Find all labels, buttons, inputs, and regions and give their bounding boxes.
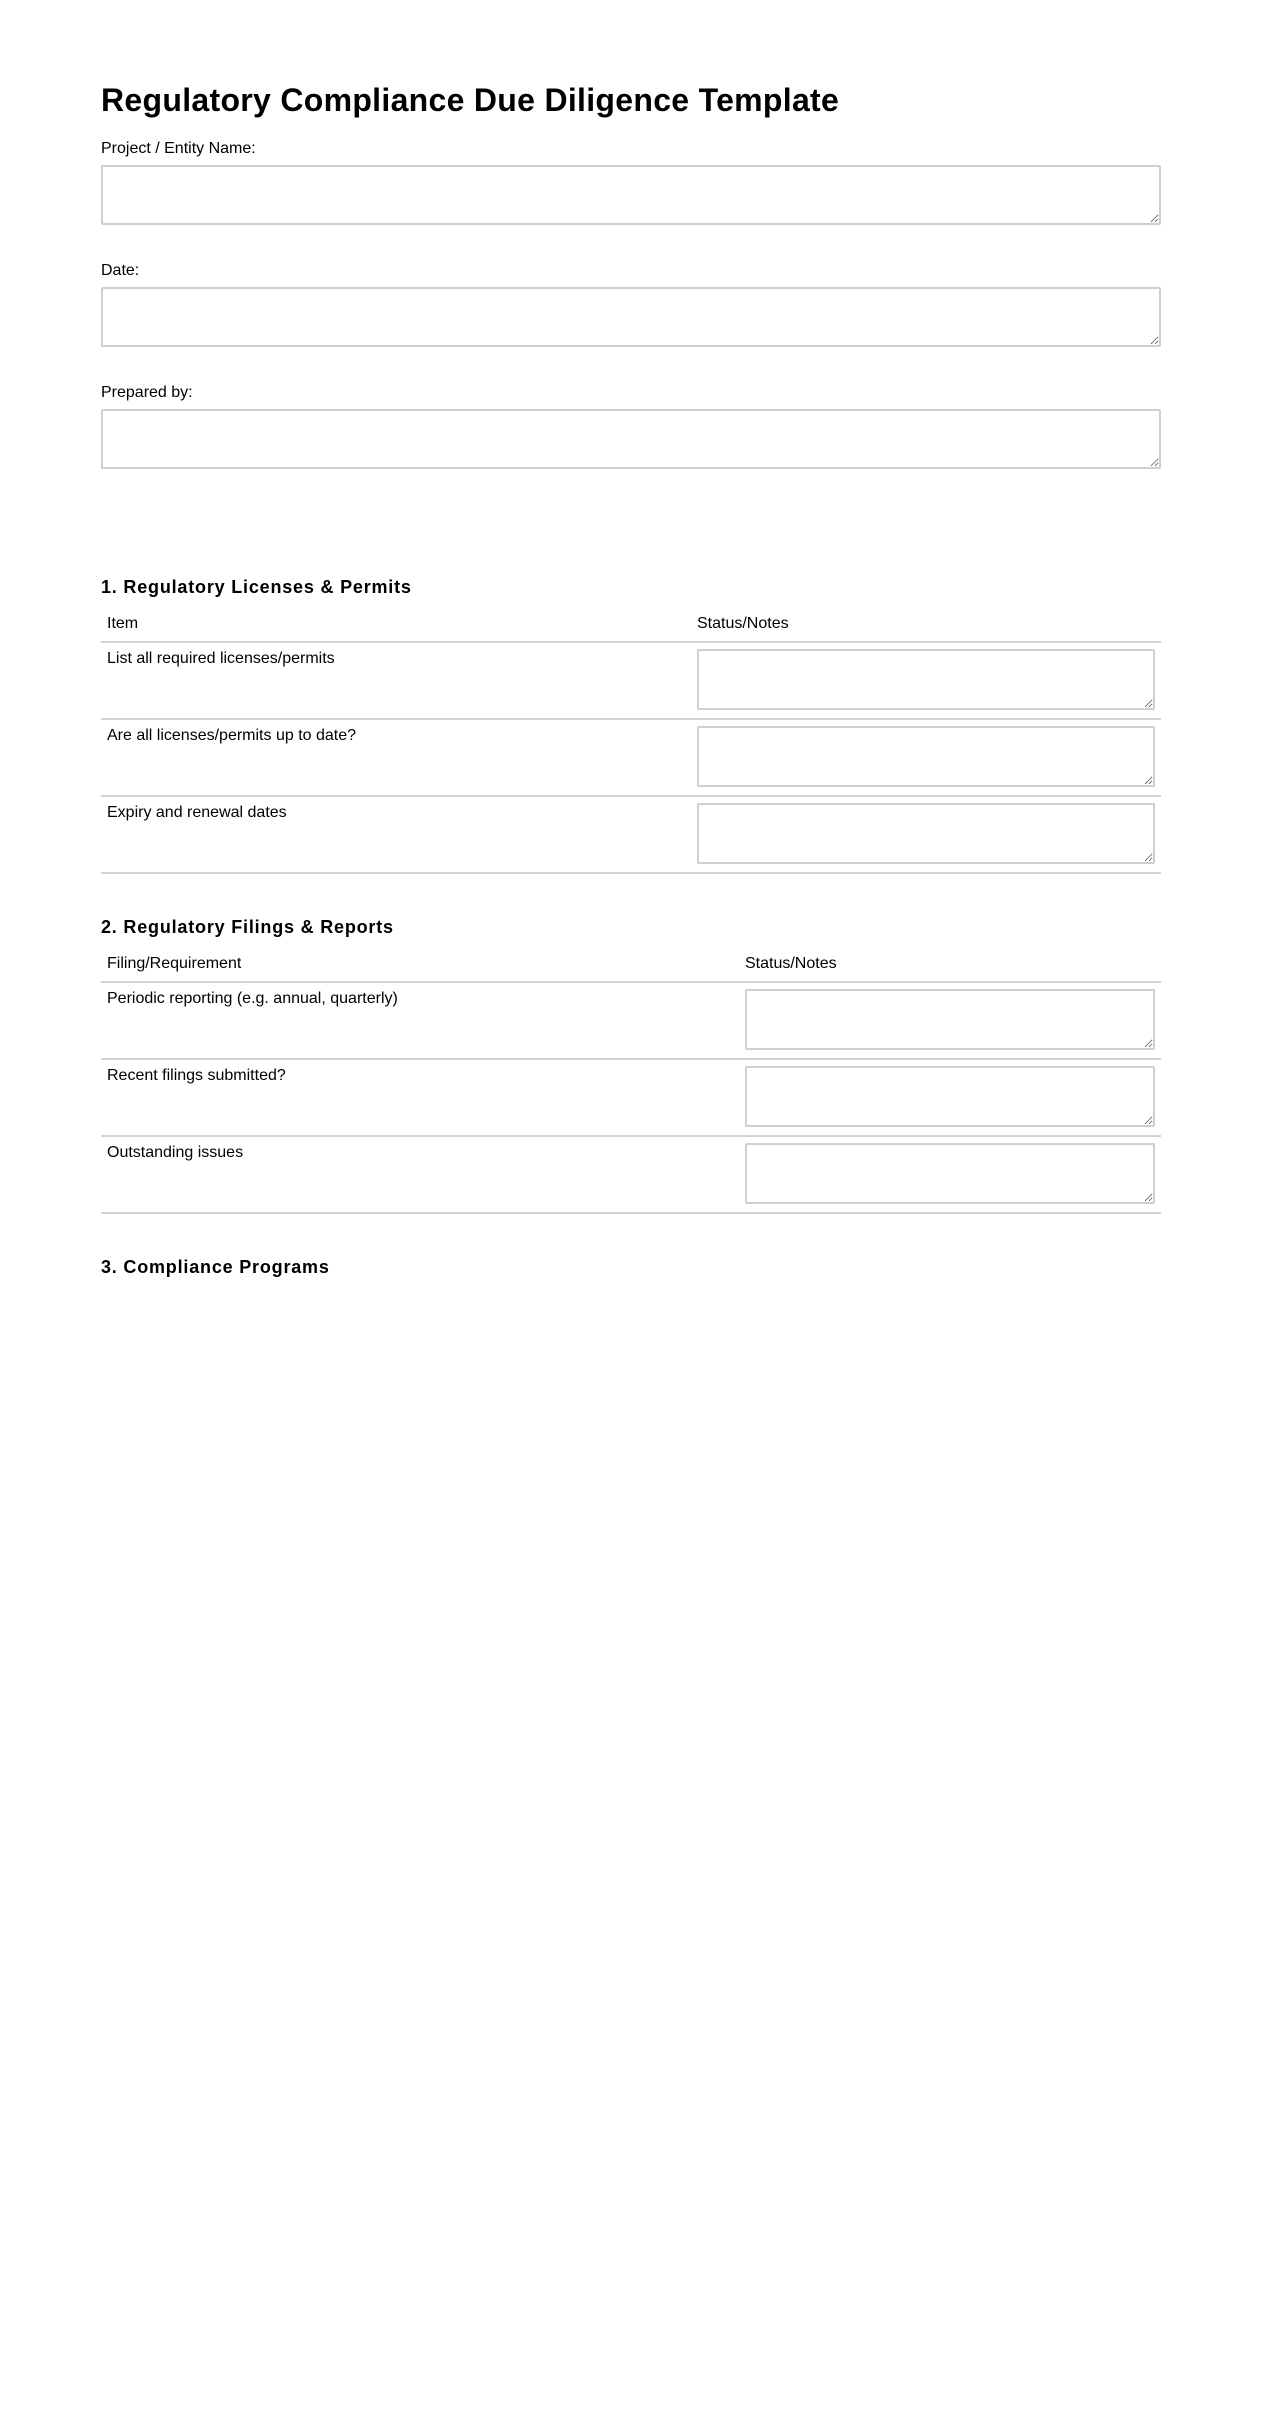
project-entity-name-label: Project / Entity Name: — [101, 140, 256, 157]
filings-reports-table — [101, 948, 1161, 1214]
table-header-row — [101, 948, 1161, 982]
prepared-by-field[interactable] — [101, 409, 1161, 469]
date-field[interactable] — [101, 287, 1161, 347]
licenses-permits-table — [101, 608, 1161, 874]
date-label: Date: — [101, 262, 140, 279]
row-item-label: Outstanding issues — [101, 1136, 739, 1213]
table-row — [101, 1059, 1161, 1136]
table-row — [101, 719, 1161, 796]
row-item-label: Recent filings submitted? — [101, 1059, 739, 1136]
column-header-status-notes: Status/Notes — [739, 948, 1161, 982]
status-notes-field[interactable] — [697, 649, 1155, 710]
row-item-label: List all required licenses/permits — [101, 642, 691, 719]
status-notes-field[interactable] — [745, 1066, 1155, 1127]
status-notes-field[interactable] — [745, 1143, 1155, 1204]
column-header-status-notes: Status/Notes — [691, 608, 1161, 642]
status-notes-field[interactable] — [697, 803, 1155, 864]
section-1-heading: 1. Regulatory Licenses & Permits — [101, 577, 412, 597]
column-header-filing-requirement: Filing/Requirement — [101, 948, 739, 982]
table-header-row — [101, 608, 1161, 642]
table-row — [101, 982, 1161, 1059]
table-row — [101, 1136, 1161, 1213]
table-row — [101, 642, 1161, 719]
status-notes-field[interactable] — [697, 726, 1155, 787]
status-notes-field[interactable] — [745, 989, 1155, 1050]
row-item-label: Are all licenses/permits up to date? — [101, 719, 691, 796]
row-item-label: Expiry and renewal dates — [101, 796, 691, 873]
section-2-heading: 2. Regulatory Filings & Reports — [101, 917, 394, 937]
prepared-by-label: Prepared by: — [101, 384, 193, 401]
table-row — [101, 796, 1161, 873]
page-title: Regulatory Compliance Due Diligence Template — [101, 82, 840, 118]
section-3-heading: 3. Compliance Programs — [101, 1257, 330, 1277]
row-item-label: Periodic reporting (e.g. annual, quarterly) — [101, 982, 739, 1059]
project-entity-name-field[interactable] — [101, 165, 1161, 225]
column-header-item: Item — [101, 608, 691, 642]
